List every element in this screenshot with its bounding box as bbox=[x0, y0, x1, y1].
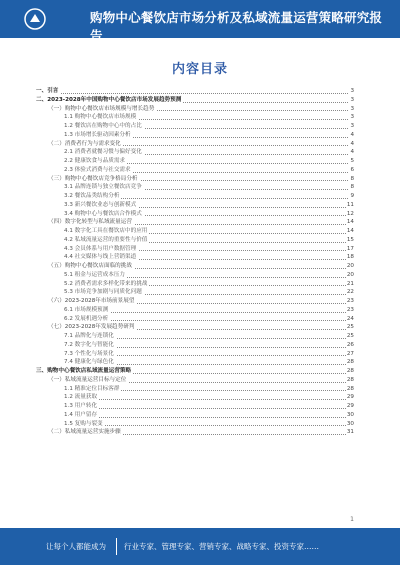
toc-entry-text: 2.1 消费者就餐习惯与偏好变化 bbox=[64, 149, 142, 156]
toc-entry[interactable] bbox=[36, 131, 354, 140]
brand-logo-icon bbox=[24, 8, 46, 30]
toc-entry-page: 9 bbox=[350, 193, 354, 199]
toc-entry[interactable] bbox=[36, 323, 354, 332]
toc-entry-page: 11 bbox=[346, 201, 354, 208]
toc-entry-page: 3 bbox=[350, 105, 354, 112]
toc-entry-page: 3 bbox=[350, 114, 354, 121]
toc-entry[interactable] bbox=[36, 140, 354, 149]
toc-entry[interactable] bbox=[36, 393, 354, 402]
toc-entry-text: 5.3 市场竞争加剧与同质化问题 bbox=[64, 289, 142, 296]
toc-entry-text: 2.2 健康饮食与品质需求 bbox=[64, 158, 126, 164]
toc-entry[interactable] bbox=[36, 332, 354, 341]
toc-entry[interactable] bbox=[36, 350, 354, 359]
toc-entry-page: 29 bbox=[346, 403, 354, 409]
toc-entry-text: （一）私域流量运营目标与定位 bbox=[48, 376, 127, 383]
toc-entry[interactable] bbox=[36, 367, 354, 376]
toc-entry-text: （三）购物中心餐饮店竞争格局分析 bbox=[48, 175, 138, 182]
toc-entry-page: 18 bbox=[346, 254, 354, 261]
toc-entry-text: 1.3 市场增长驱动因素分析 bbox=[64, 131, 131, 138]
toc-entry[interactable] bbox=[36, 288, 354, 297]
toc-entry-text: 1.1 购物中心餐饮店市场规模 bbox=[64, 114, 137, 121]
toc-entry-page: 14 bbox=[346, 228, 354, 234]
toc-entry-text: 二、2023-2028年中国购物中心餐饮店市场发展趋势预测 bbox=[36, 96, 182, 103]
toc-entry-page: 5 bbox=[350, 158, 354, 164]
toc-entry-page: 26 bbox=[346, 341, 354, 348]
toc-entry-page: 8 bbox=[350, 184, 354, 191]
toc-entry[interactable] bbox=[36, 358, 354, 367]
toc-entry-text: 1.3 用户转化 bbox=[64, 403, 98, 409]
toc-entry[interactable] bbox=[36, 236, 354, 245]
toc-entry-text: （四）数字化转型与私域流量运营 bbox=[48, 219, 132, 226]
toc-entry-page: 28 bbox=[346, 368, 354, 374]
toc-entry[interactable] bbox=[36, 122, 354, 131]
toc-entry[interactable] bbox=[36, 420, 354, 429]
toc-entry-page: 22 bbox=[346, 289, 354, 296]
toc-entry-page: 25 bbox=[346, 333, 354, 339]
toc-entry-text: 5.1 租金与运营成本压力 bbox=[64, 271, 126, 278]
report-title: 购物中心餐饮店市场分析及私域流量运营策略研究报告 bbox=[90, 10, 383, 43]
toc-entry-text: 4.4 社交媒体与线上营销渠道 bbox=[64, 254, 137, 261]
toc-entry[interactable] bbox=[36, 411, 354, 420]
toc-entry[interactable] bbox=[36, 271, 354, 280]
toc-entry[interactable] bbox=[36, 166, 354, 175]
toc-entry-text: 7.1 品牌化与连锁化 bbox=[64, 333, 114, 339]
toc-entry-text: 3.4 购物中心与餐饮店合作模式 bbox=[64, 210, 142, 217]
toc-entry-page: 30 bbox=[346, 420, 354, 427]
footer-divider bbox=[116, 538, 117, 555]
toc-entry[interactable] bbox=[36, 297, 354, 306]
toc-entry[interactable] bbox=[36, 218, 354, 227]
toc-entry[interactable] bbox=[36, 175, 354, 184]
toc-entry-text: 6.2 发展机遇分析 bbox=[64, 315, 109, 322]
toc-entry-page: 20 bbox=[346, 263, 354, 269]
toc-entry-text: （二）消费者行为与需求变化 bbox=[48, 140, 121, 147]
page-number: 1 bbox=[350, 516, 354, 523]
toc-leader-dots bbox=[64, 417, 348, 418]
toc-entry-text: 6.1 市场规模预测 bbox=[64, 306, 109, 313]
toc-entry-text: 1.4 用户留存 bbox=[64, 411, 98, 418]
toc-entry[interactable] bbox=[36, 148, 354, 157]
toc-entry-page: 15 bbox=[346, 236, 354, 243]
toc-entry-page: 4 bbox=[350, 149, 354, 156]
toc-entry-page: 23 bbox=[346, 298, 354, 304]
toc-entry-page: 3 bbox=[350, 96, 354, 103]
toc-entry-text: （一）购物中心餐饮店市场规模与增长趋势 bbox=[48, 105, 155, 112]
toc-entry-text: （五）购物中心餐饮店面临的挑战 bbox=[48, 263, 132, 269]
toc-entry[interactable] bbox=[36, 376, 354, 385]
toc-leader-dots bbox=[36, 93, 348, 94]
toc-leader-dots bbox=[64, 408, 348, 409]
toc-entry[interactable] bbox=[36, 192, 354, 201]
toc-entry-text: 7.2 数字化与智能化 bbox=[64, 341, 114, 348]
toc-entry-page: 28 bbox=[346, 376, 354, 383]
toc-entry-text: 7.4 健康化与绿色化 bbox=[64, 359, 114, 366]
toc-entry-text: 4.2 私域流量运营的重要性与价值 bbox=[64, 236, 148, 243]
toc-entry[interactable] bbox=[36, 315, 354, 324]
toc-entry-text: 4.3 会员体系与用户数据管理 bbox=[64, 245, 137, 252]
toc-entry[interactable] bbox=[36, 341, 354, 350]
toc-entry-text: （六）2023-2028年市场前景展望 bbox=[48, 298, 135, 304]
toc-entry-page: 28 bbox=[346, 385, 354, 392]
toc-entry-page: 4 bbox=[350, 140, 354, 147]
toc-entry-page: 20 bbox=[346, 271, 354, 278]
toc-entry-text: 3.2 餐饮品类结构分析 bbox=[64, 193, 120, 199]
table-of-contents bbox=[36, 87, 354, 437]
toc-entry-text: （七）2023-2028年发展趋势研判 bbox=[48, 324, 135, 331]
toc-entry-page: 8 bbox=[350, 175, 354, 182]
toc-entry-text: 7.3 个性化与场景化 bbox=[64, 350, 114, 357]
toc-entry[interactable] bbox=[36, 96, 354, 105]
toc-entry[interactable] bbox=[36, 113, 354, 122]
toc-entry-text: 三、购物中心餐饮店私域流量运营策略 bbox=[36, 368, 132, 374]
toc-entry-text: （二）私域流量运营实施步骤 bbox=[48, 429, 121, 436]
toc-entry-page: 27 bbox=[346, 350, 354, 357]
toc-entry[interactable] bbox=[36, 262, 354, 271]
toc-entry-text: 5.2 消费者需求多样化带来的挑战 bbox=[64, 280, 148, 287]
toc-entry-page: 14 bbox=[346, 219, 354, 226]
toc-entry[interactable] bbox=[36, 428, 354, 437]
toc-entry-text: 3.1 品牌连锁与独立餐饮店竞争 bbox=[64, 184, 142, 191]
toc-entry-page: 29 bbox=[346, 394, 354, 401]
toc-entry[interactable] bbox=[36, 306, 354, 315]
toc-entry-page: 17 bbox=[346, 245, 354, 252]
toc-entry-text: 1.5 复购与裂变 bbox=[64, 420, 103, 427]
toc-entry[interactable] bbox=[36, 253, 354, 262]
toc-entry-page: 3 bbox=[350, 88, 354, 94]
toc-entry-text: 1.2 餐饮店在购物中心中的占比 bbox=[64, 123, 142, 129]
toc-page bbox=[0, 38, 400, 528]
toc-entry-page: 6 bbox=[350, 166, 354, 173]
toc-heading: 内容目录 bbox=[171, 62, 228, 77]
toc-entry[interactable] bbox=[36, 105, 354, 114]
top-banner bbox=[0, 0, 400, 43]
toc-entry[interactable] bbox=[36, 87, 354, 96]
toc-entry-page: 4 bbox=[350, 131, 354, 138]
toc-entry-text: 一、引言 bbox=[36, 88, 59, 94]
toc-entry[interactable] bbox=[36, 157, 354, 166]
toc-entry-page: 31 bbox=[346, 429, 354, 436]
toc-leader-dots bbox=[64, 399, 348, 400]
toc-entry-text: 2.3 体验式消费与社交需求 bbox=[64, 166, 131, 173]
toc-entry[interactable] bbox=[36, 210, 354, 219]
toc-entry[interactable] bbox=[36, 402, 354, 411]
toc-entry-text: 4.1 数字化工具在餐饮店中的应用 bbox=[64, 228, 148, 234]
toc-entry-page: 24 bbox=[346, 315, 354, 322]
toc-entry-page: 30 bbox=[346, 411, 354, 418]
toc-leader-dots bbox=[64, 425, 348, 426]
toc-entry-text: 1.1 精准定位目标客群 bbox=[64, 385, 120, 392]
toc-entry-page: 3 bbox=[350, 123, 354, 129]
footer-tags: 行业专家、管理专家、营销专家、战略专家、投资专家…… bbox=[124, 542, 319, 551]
toc-entry[interactable] bbox=[36, 385, 354, 394]
toc-entry-text: 1.2 流量获取 bbox=[64, 394, 98, 401]
bottom-banner bbox=[0, 528, 400, 565]
toc-entry-text: 3.3 新兴餐饮业态与创新模式 bbox=[64, 201, 137, 208]
toc-entry[interactable] bbox=[36, 227, 354, 236]
toc-entry[interactable] bbox=[36, 183, 354, 192]
footer-slogan: 让每个人都能成为 bbox=[46, 542, 106, 551]
toc-entry-page: 23 bbox=[346, 306, 354, 313]
toc-entry-page: 28 bbox=[346, 359, 354, 366]
toc-entry-page: 25 bbox=[346, 324, 354, 331]
toc-entry-page: 21 bbox=[346, 280, 354, 287]
toc-entry-page: 12 bbox=[346, 210, 354, 217]
toc-entry[interactable] bbox=[36, 201, 354, 210]
toc-entry[interactable] bbox=[36, 280, 354, 289]
toc-entry[interactable] bbox=[36, 245, 354, 254]
